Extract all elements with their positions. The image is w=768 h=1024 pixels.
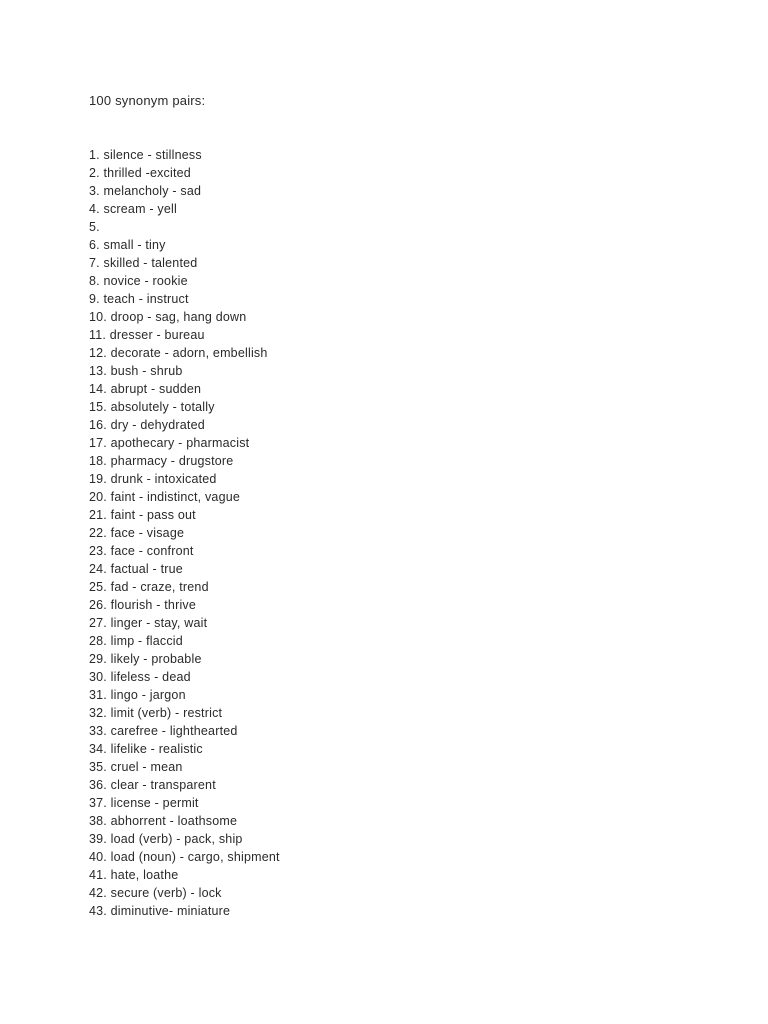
synonym-list-item: 19. drunk - intoxicated	[89, 472, 217, 486]
synonym-list-item: 40. load (noun) - cargo, shipment	[89, 850, 280, 864]
synonym-list-item: 9. teach - instruct	[89, 292, 189, 306]
synonym-list-item: 13. bush - shrub	[89, 364, 183, 378]
synonym-list-item: 3. melancholy - sad	[89, 184, 202, 198]
synonym-list-item: 12. decorate - adorn, embellish	[89, 346, 268, 360]
synonym-list-item: 32. limit (verb) - restrict	[89, 706, 223, 720]
synonym-list-item: 21. faint - pass out	[89, 508, 196, 522]
synonym-list-item: 27. linger - stay, wait	[89, 616, 208, 630]
synonym-list-item: 28. limp - flaccid	[89, 634, 183, 648]
synonym-list-item: 25. fad - craze, trend	[89, 580, 209, 594]
synonym-list-item: 15. absolutely - totally	[89, 400, 215, 414]
synonym-list-item: 30. lifeless - dead	[89, 670, 191, 684]
synonym-list-item: 29. likely - probable	[89, 652, 202, 666]
synonym-list-item: 4. scream - yell	[89, 202, 177, 216]
synonym-list-item: 16. dry - dehydrated	[89, 418, 205, 432]
synonym-list-item: 22. face - visage	[89, 526, 185, 540]
synonym-list-item: 7. skilled - talented	[89, 256, 198, 270]
synonym-list-item: 11. dresser - bureau	[89, 328, 205, 342]
synonym-list-item: 10. droop - sag, hang down	[89, 310, 247, 324]
synonym-list-item: 23. face - confront	[89, 544, 194, 558]
synonym-list-item: 5.	[89, 220, 100, 234]
synonym-list-item: 20. faint - indistinct, vague	[89, 490, 241, 504]
synonym-list-item: 17. apothecary - pharmacist	[89, 436, 250, 450]
synonym-list-item: 39. load (verb) - pack, ship	[89, 832, 243, 846]
synonym-list-item: 33. carefree - lighthearted	[89, 724, 238, 738]
synonym-list-item: 26. flourish - thrive	[89, 598, 197, 612]
synonym-list-item: 36. clear - transparent	[89, 778, 216, 792]
synonym-list-item: 42. secure (verb) - lock	[89, 886, 222, 900]
synonym-list-item: 18. pharmacy - drugstore	[89, 454, 234, 468]
synonym-list-item: 1. silence - stillness	[89, 148, 202, 162]
synonym-list-item: 6. small - tiny	[89, 238, 166, 252]
synonym-list-item: 8. novice - rookie	[89, 274, 188, 288]
synonym-list-item: 34. lifelike - realistic	[89, 742, 203, 756]
synonym-list-item: 37. license - permit	[89, 796, 199, 810]
synonym-list-item: 41. hate, loathe	[89, 868, 179, 882]
synonym-list-item: 38. abhorrent - loathsome	[89, 814, 238, 828]
synonym-list-item: 35. cruel - mean	[89, 760, 183, 774]
synonym-list-item: 2. thrilled -excited	[89, 166, 191, 180]
synonym-list	[89, 146, 280, 920]
synonym-list-item: 14. abrupt - sudden	[89, 382, 202, 396]
document-title: 100 synonym pairs:	[89, 93, 206, 108]
synonym-list-item: 24. factual - true	[89, 562, 183, 576]
synonym-list-item: 31. lingo - jargon	[89, 688, 186, 702]
synonym-list-item: 43. diminutive- miniature	[89, 904, 231, 918]
